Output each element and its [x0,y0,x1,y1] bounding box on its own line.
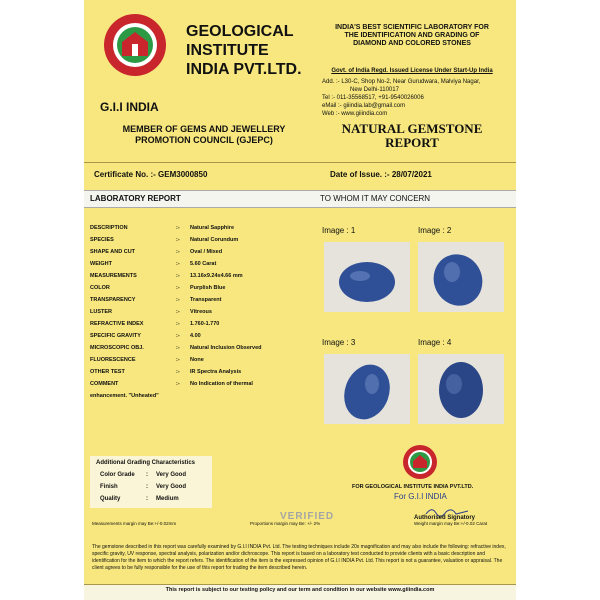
header-divider [84,162,516,163]
authorised-signatory: Authorised Signatory [414,515,476,521]
property-row: SPECIFIC GRAVITY :- 4.00 [90,333,201,339]
footer-policy: This report is subject to our testing policy and our term and condition in our website www.giiindia.com [165,587,435,593]
property-row: FLUORESCENCE :- None [90,357,204,363]
property-row: DESCRIPTION :- Natural Sapphire [90,225,235,231]
report-title: NATURAL GEMSTONE REPORT [341,121,483,150]
gem-image-3 [324,354,410,424]
lab-tagline: INDIA'S BEST SCIENTIFIC LABORATORY FOR THE IDENTIFICATION AND GRADING OF DIAMOND AND COLORED STONES [335,24,489,47]
comment-continuation: enhancement. "Unheated" [90,393,159,399]
weight-margin: Weight margin may Be:+/-0.02 Carat [414,521,488,526]
grading-row: Color Grade : Very Good [100,472,187,478]
gem-images-panel [318,222,512,442]
property-row: LUSTER :- Vitreous [90,309,212,315]
property-row: MICROSCOPIC OBJ. :- Natural Inclusion Observed [90,345,262,351]
property-row: COMMENT :- No Indication of thermal [90,381,253,387]
image-label: Image : 3 [322,338,356,347]
image-label: Image : 2 [418,226,452,235]
property-row: MEASUREMENTS :- 13.16x9.24x4.66 mm [90,273,243,279]
property-row: OTHER TEST :- IR Spectra Analysis [90,369,242,375]
grading-row: Quality : Medium [100,496,179,502]
grading-title: Additional Grading Characteristics [96,460,196,466]
signatory-short: For G.I.I INDIA [394,492,447,501]
verified-watermark: VERIFIED [280,511,335,522]
to-whom-heading: TO WHOM IT MAY CONCERN [320,194,431,203]
contact-address: Add. :- L30-C, Shop No-2, Near Gurudwara, Malviya Nagar, New Delhi-110017 Tel :- 011-35568517, +91-9540026006 eMail :- giiindia.lab@gmail.com Web :- www.giiindia.com [322,79,481,117]
disclaimer-text: The gemstone described in this report was carefully examined by G.I.I INDIA Pvt. Ltd. The testing techniques include 20x magnification and may also include the following: refractive index, specific gravity, UV response, spectral analysis, polarization and/or dichroscope. This report is based on a laboratory test conducted to provide clients with a basic description and identification for the item to which the report refers. The identification of the item is the expressed opinion of G.I.I INDIA Pvt. Ltd. This report is not a guarantee, valuation or appraisal. The client agrees to be fully responsible for the use of this report for trading the item described herein. [92,544,506,571]
company-name: GEOLOGICAL INSTITUTE INDIA PVT.LTD. [186,23,302,78]
image-label: Image : 1 [322,226,356,235]
institute-logo [102,12,168,78]
company-seal [402,444,438,480]
grading-row: Finish : Very Good [100,484,187,490]
property-row: TRANSPARENCY :- Transparent [90,297,222,303]
gem-image-4 [418,354,504,424]
property-row: SPECIES :- Natural Corundum [90,237,239,243]
grading-panel [90,456,212,508]
gem-image-1 [324,242,410,312]
gjepc-membership: MEMBER OF GEMS AND JEWELLERY PROMOTION COUNCIL (GJEPC) [122,124,286,145]
property-row: SHAPE AND CUT :- Oval / Mixed [90,249,223,255]
gem-properties-table [90,222,310,402]
measurement-margin: Measurements margin may Be:+/-0.02mm [92,521,177,526]
gem-image-2 [418,242,504,312]
property-row: WEIGHT :- 5.60 Carat [90,261,217,267]
certificate-number: Certificate No. :- GEM3000850 [94,170,208,179]
property-row: COLOR :- Purplish Blue [90,285,226,291]
proportion-margin: Proportions margin may Be: +/- 2% [250,521,321,526]
property-row: REFRACTIVE INDEX :- 1.760-1.770 [90,321,220,327]
logo-text: G.I.I INDIA [100,100,159,114]
certificate-card [84,0,516,600]
issue-date: Date of Issue. :- 28/07/2021 [330,170,432,179]
image-label: Image : 4 [418,338,452,347]
govt-license: Govt. of India Regd. Issued License Under Start-Up India [331,68,493,74]
signatory-company: FOR GEOLOGICAL INSTITUTE INDIA PVT.LTD. [352,484,474,490]
lab-report-heading: LABORATORY REPORT [90,194,181,203]
